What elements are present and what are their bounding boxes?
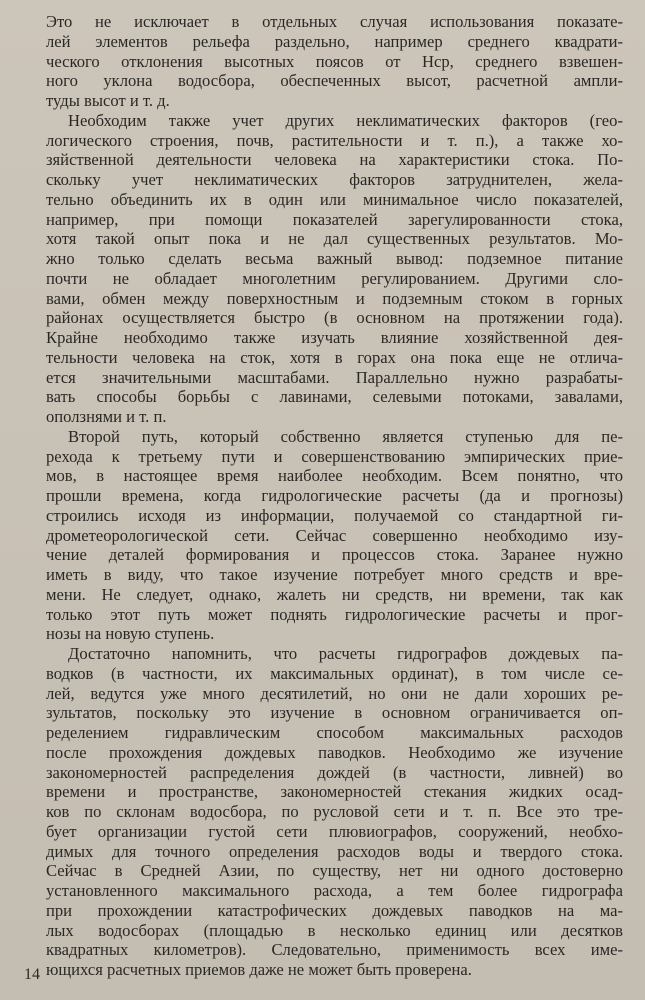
- text-line: ческого отклонения высотных поясов от Hср, среднего взвешен-: [46, 51, 623, 71]
- text-line: тельности человека на сток, хотя в горах она пока еще не отлича-: [46, 347, 623, 367]
- text-line: дрометеорологической сети. Сейчас совершенно необходимо изу-: [46, 525, 623, 545]
- text-line: лей, ведутся уже много десятилетий, но они не дали хороших ре-: [46, 683, 623, 703]
- text-line: вать способы борьбы с лавинами, селевыми потоками, завалами,: [46, 387, 623, 407]
- text-line: Сейчас в Средней Азии, по существу, нет ни одного достоверно: [46, 861, 623, 881]
- text-line: бует организации густой сети плювиографов, сооружений, необхо-: [46, 821, 623, 841]
- text-line: логического строения, почв, растительности и т. п.), а также хо-: [46, 130, 623, 150]
- text-line: иметь в виду, что такое изучение потребует много средств и вре-: [46, 565, 623, 584]
- text-line: жно только сделать весьма важный вывод: подземное питание: [46, 249, 623, 268]
- page-number: 14: [24, 966, 40, 983]
- text-line: лей элементов рельефа раздельно, например среднего квадрати-: [46, 31, 623, 51]
- text-line: зяйственной деятельности человека на характеристики стока. По-: [46, 150, 623, 170]
- text-line: закономерностей распределения дождей (в частности, ливней) во: [46, 762, 623, 782]
- paragraph-4: [46, 644, 623, 980]
- text-line: оползнями и т. п.: [46, 407, 167, 426]
- text-line: ется значительными масштабами. Параллельно нужно разрабаты-: [46, 367, 623, 387]
- text-line: квадратных километров). Следовательно, применимость всех име-: [46, 940, 623, 960]
- paragraph-2: [46, 111, 623, 427]
- text-line: лых водосборах (площадью в несколько единиц или десятков: [46, 920, 623, 940]
- paragraph-1: [46, 12, 623, 111]
- text-line: после прохождения дождевых паводков. Необходимо же изучение: [46, 742, 623, 762]
- text-line: Необходим также учет других неклиматических факторов (гео-: [68, 110, 623, 130]
- text-line: нозы на новую ступень.: [46, 624, 215, 644]
- text-line: почти не обладает многолетним регулированием. Другими сло-: [46, 268, 623, 288]
- text-line: ющихся расчетных приемов даже не может быть проверена.: [46, 960, 472, 979]
- text-line: мени. Не следует, однако, жалеть ни средств, ни времени, так как: [46, 584, 623, 604]
- text-line: Крайне необходимо также изучать влияние хозяйственной дея-: [46, 328, 623, 347]
- text-line: установленного максимального расхода, а тем более гидрографа: [46, 881, 623, 900]
- text-line: мов, в настоящее время наиболее необходим. Всем понятно, что: [46, 466, 623, 486]
- text-line: например, при помощи показателей зарегулированности стока,: [46, 209, 623, 229]
- text-line: чение деталей формирования и процессов стока. Заранее нужно: [46, 545, 623, 565]
- text-line: ков по склонам водосбора, по русловой сети и т. п. Все это тре-: [46, 802, 623, 821]
- text-line: зультатов, поскольку это изучение в основном ограничивается оп-: [46, 703, 623, 723]
- text-line: строились исходя из информации, получаемой со стандартной ги-: [46, 505, 623, 525]
- text-line: димых для точного определения расходов воды и твердого стока.: [46, 841, 623, 861]
- text-line: рехода к третьему пути и совершенствованию эмпирических прие-: [46, 446, 623, 466]
- text-line: ределением гидравлическим способом максимальных расходов: [46, 723, 623, 742]
- text-line: только этот путь может поднять гидрологические расчеты и прог-: [46, 604, 623, 624]
- text-line: районах осуществляется быстро (в основном на протяжении года).: [46, 308, 623, 328]
- text-line: Это не исключает в отдельных случая использования показате-: [46, 12, 623, 31]
- text-line: скольку учет неклиматических факторов затруднителен, жела-: [46, 170, 623, 189]
- text-line: вами, обмен между поверхностным и подземным стоком в горных: [46, 288, 623, 308]
- text-line: хотя такой опыт пока и не дал существенных результатов. Мо-: [46, 229, 623, 249]
- text-line: туды высот и т. д.: [46, 91, 170, 110]
- text-line: Второй путь, который собственно является ступенью для пе-: [68, 426, 623, 446]
- text-line: Достаточно напомнить, что расчеты гидрографов дождевых па-: [68, 644, 623, 663]
- text-line: водков (в частности, их максимальных ординат), в том числе се-: [46, 663, 623, 683]
- text-line: прошли времена, когда гидрологические расчеты (да и прогнозы): [46, 486, 623, 505]
- paragraph-3: [46, 427, 623, 644]
- text-line: времени и пространстве, закономерностей стекания жидких осад-: [46, 782, 623, 802]
- text-line: тельно объединить их в один или минимальное число показателей,: [46, 189, 623, 209]
- text-line: при прохождении катастрофических дождевых паводков на ма-: [46, 900, 623, 920]
- text-line: ного уклона водосбора, обеспеченных высот, расчетной ампли-: [46, 71, 623, 91]
